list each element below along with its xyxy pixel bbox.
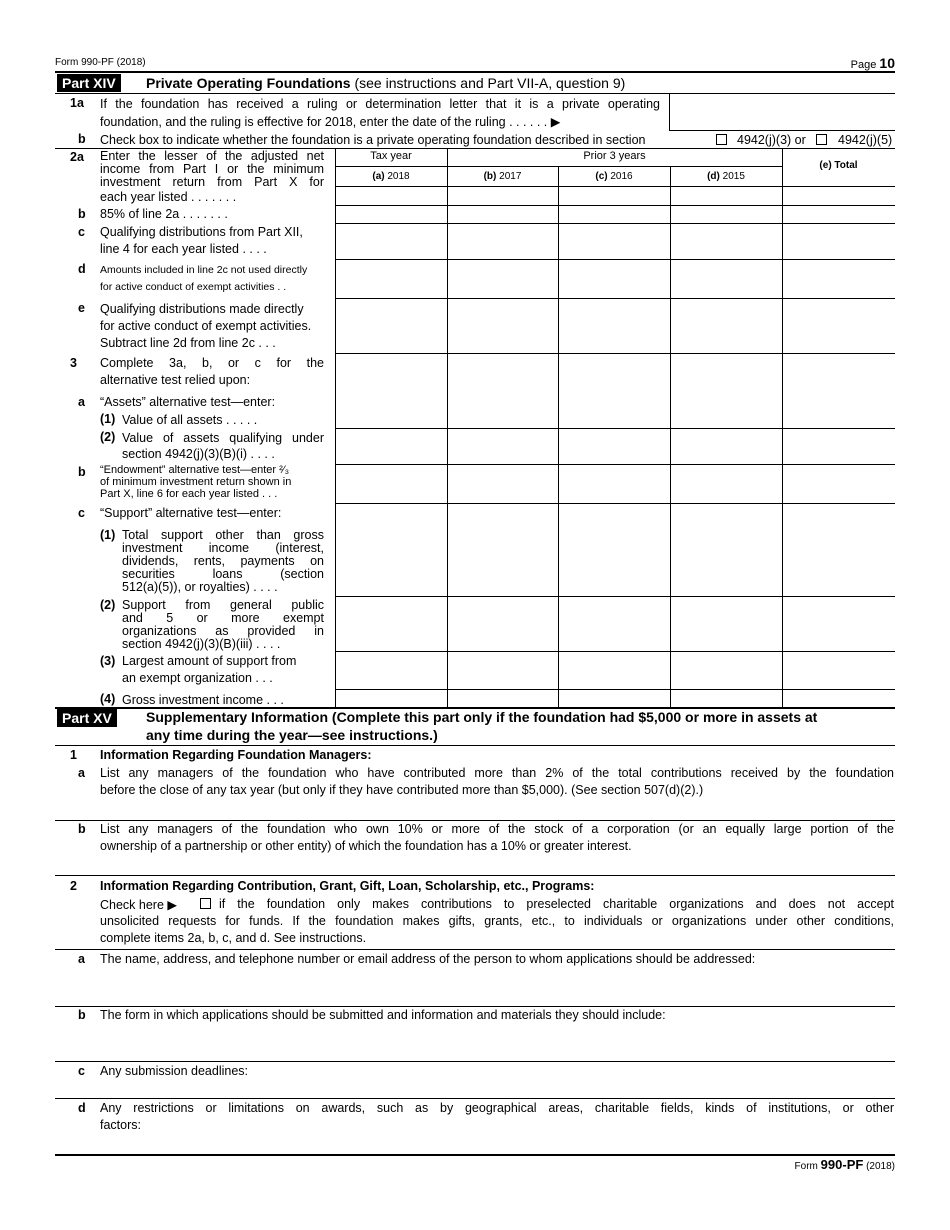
line-2a-text2: income from Part I or the minimum	[100, 162, 324, 176]
p15-line-2-num: 2	[70, 879, 77, 893]
line-3b-num: b	[78, 465, 86, 479]
line-3c1-text2: investment income (interest,	[122, 541, 324, 555]
line-3b-text3: Part X, line 6 for each year listed . . .	[100, 488, 278, 500]
line-3a2-text2: section 4942(j)(3)(B)(i) . . . .	[122, 447, 275, 461]
page-number	[851, 55, 895, 71]
line-2d-num: d	[78, 262, 86, 276]
p15-line-2-rule	[55, 949, 895, 950]
footer-form-year: (2018)	[866, 1161, 895, 1172]
line-3a1-num: (1)	[100, 412, 116, 426]
footer-form-id	[795, 1157, 895, 1172]
line-3c4-num: (4)	[100, 692, 116, 706]
line-3b-text2: of minimum investment return shown in	[100, 476, 292, 488]
p15-line-1a-text2: before the close of any tax year (but only if they have contributed more than $5,000). (See section 507(d)(2).)	[100, 783, 704, 797]
col-d-year: 2015	[722, 171, 745, 182]
row-2c-bottom	[335, 259, 895, 260]
line-1a-text1: If the foundation has received a ruling or determination letter that it is a private operating	[100, 97, 660, 111]
p15-line-2b-rule	[55, 1061, 895, 1062]
p15-line-2a-text: The name, address, and telephone number or email address of the person to whom applications should be addressed:	[100, 952, 756, 966]
col-b-year: 2017	[499, 171, 522, 182]
line-3a-text: “Assets” alternative test—enter:	[100, 395, 276, 409]
col-c-header	[558, 171, 670, 182]
line-3b-text1: “Endowment” alternative test—enter ²⁄₃	[100, 464, 290, 476]
line-3c2-text3: organizations as provided in	[122, 624, 324, 638]
part15-title-rule	[55, 745, 895, 746]
option-4942j5-label: 4942(j)(5)	[838, 133, 893, 147]
table-header-bottom	[335, 186, 895, 187]
p15-line-2a-answer[interactable]	[100, 969, 894, 1005]
p15-line-1b-rule	[55, 875, 895, 876]
line-3c-num: c	[78, 506, 85, 520]
col-a-letter: (a)	[372, 171, 385, 182]
col-c-letter: (c)	[595, 171, 608, 182]
p15-line-2a-rule	[55, 1006, 895, 1007]
tax-year-rule	[335, 166, 447, 167]
row-3c1-bottom	[335, 596, 895, 597]
p15-line-1-num: 1	[70, 748, 77, 762]
line-3c2-num: (2)	[100, 598, 116, 612]
line-3c1-text1: Total support other than gross	[122, 528, 324, 542]
part14-title	[146, 75, 625, 91]
line-2e-text3: Subtract line 2d from line 2c . . .	[100, 336, 276, 350]
row-3a2-bottom	[335, 464, 895, 465]
row-3c2-bottom	[335, 651, 895, 652]
col-b-header	[447, 171, 558, 182]
part15-label: Part XV	[57, 709, 117, 727]
line-2a-num: 2a	[70, 150, 84, 164]
p15-line-2b-answer[interactable]	[100, 1025, 894, 1060]
line-2d-text1: Amounts included in line 2c not used directly	[100, 264, 308, 276]
p15-line-2d-text2: factors:	[100, 1118, 141, 1132]
line-3-text2: alternative test relied upon:	[100, 373, 251, 387]
line-3c3-text1: Largest amount of support from	[122, 654, 297, 668]
p15-line-1b-num: b	[78, 822, 86, 836]
p15-line-1b-text2: ownership of a partnership or other entity) of which the foundation has a 10% or greater interest.	[100, 839, 632, 853]
col-c-left	[558, 166, 559, 707]
col-a-header	[335, 171, 447, 182]
col-b-letter: (b)	[483, 171, 497, 182]
line-3a1-text: Value of all assets . . . . .	[122, 413, 258, 427]
p15-line-2d-text1: Any restrictions or limitations on awards, such as by geographical areas, charitable fields, kinds of institutions, or other	[100, 1101, 894, 1115]
checkbox-4942j5[interactable]	[816, 134, 827, 145]
line-3c2-text2: and 5 or more exempt	[122, 611, 324, 625]
option-4942j3-label: 4942(j)(3) or	[737, 133, 806, 147]
line-2e-text1: Qualifying distributions made directly	[100, 302, 304, 316]
line-1b-num: b	[78, 132, 86, 146]
p15-line-1a-rule	[55, 820, 895, 821]
line-1b-text: Check box to indicate whether the foundation is a private operating foundation described in section	[100, 133, 646, 147]
line-3-num: 3	[70, 356, 77, 370]
p15-check-rest: if the foundation only makes contributions to preselected charitable organizations and does not accept	[219, 897, 894, 911]
line-2b-text: 85% of line 2a . . . . . . .	[100, 207, 228, 221]
line-3c4-text: Gross investment income . . .	[122, 693, 284, 707]
part15-title2: any time during the year—see instructions.)	[146, 727, 438, 743]
line-3c1-text3: dividends, rents, payments on	[122, 554, 324, 568]
line-3c1-text4: securities loans (section	[122, 567, 324, 581]
line-2a-text3: investment return from Part X for	[100, 175, 324, 189]
line-2e-num: e	[78, 301, 85, 315]
form-id: Form 990-PF (2018)	[55, 57, 146, 68]
checkbox-4942j3[interactable]	[716, 134, 727, 145]
p15-line-1a-answer[interactable]	[100, 800, 894, 820]
line-3-text1: Complete 3a, b, or c for the	[100, 356, 324, 370]
part14-label: Part XIV	[57, 74, 121, 92]
part15-title1: Supplementary Information (Complete this part only if the foundation had $5,000 or more in assets at	[146, 709, 818, 725]
line-3a-num: a	[78, 395, 85, 409]
line-3c1-num: (1)	[100, 528, 116, 542]
row-2a-bottom	[335, 205, 895, 206]
p15-line-2-text: Information Regarding Contribution, Grant, Gift, Loan, Scholarship, etc., Programs:	[100, 879, 595, 893]
col-e-label: (e) Total	[819, 160, 858, 171]
col-d-header	[670, 171, 782, 182]
prior-years-rule	[447, 166, 782, 167]
line-1a-num: 1a	[70, 96, 84, 110]
col-d-letter: (d)	[707, 171, 720, 182]
row-2d-bottom	[335, 298, 895, 299]
ruling-date-field[interactable]	[670, 94, 894, 129]
row-3c3-bottom	[335, 689, 895, 690]
footer-rule	[55, 1154, 895, 1156]
line-2a-text4: each year listed . . . . . . .	[100, 190, 237, 204]
line-3c2-text1: Support from general public	[122, 598, 324, 612]
p15-line-2c-rule	[55, 1098, 895, 1099]
p15-line-2d-answer[interactable]	[100, 1135, 894, 1153]
col-d-left	[670, 166, 671, 707]
part14-title-bold: Private Operating Foundations	[146, 75, 351, 91]
line-3a2-num: (2)	[100, 430, 116, 444]
line-2c-text2: line 4 for each year listed . . . .	[100, 242, 267, 256]
line-2c-num: c	[78, 225, 85, 239]
line-2c-text1: Qualifying distributions from Part XII,	[100, 225, 303, 239]
p15-line-2c-text: Any submission deadlines:	[100, 1064, 248, 1078]
row-2b-bottom	[335, 223, 895, 224]
p15-line-2-text2: unsolicited requests for funds. If the foundation makes gifts, grants, etc., to individuals or organizations under other conditions,	[100, 914, 894, 928]
p15-check-prefix: Check here ▶	[100, 898, 178, 912]
col-tax-year-header: Tax year	[370, 150, 412, 162]
row-3b-bottom	[335, 503, 895, 504]
p15-line-2b-num: b	[78, 1008, 86, 1022]
p15-line-2-text3: complete items 2a, b, c, and d. See instructions.	[100, 931, 367, 945]
p15-line-1b-text1: List any managers of the foundation who own 10% or more of the stock of a corporation (or an equally large portion of the	[100, 822, 894, 836]
line-1a-text2: foundation, and the ruling is effective for 2018, enter the date of the ruling . . . . . . ▶	[100, 115, 561, 129]
row-3a1-bottom	[335, 428, 895, 429]
line-3c2-text4: section 4942(j)(3)(B)(iii) . . . .	[122, 637, 281, 651]
footer-form-word: Form	[794, 1161, 818, 1172]
col-a-year: 2018	[387, 171, 410, 182]
line-3c-text: “Support” alternative test—enter:	[100, 506, 282, 520]
line-3c3-text2: an exempt organization . . .	[122, 671, 273, 685]
line-3a2-text1: Value of assets qualifying under	[122, 431, 324, 445]
line-2a-text1: Enter the lesser of the adjusted net	[100, 149, 324, 163]
line-2d-text2: for active conduct of exempt activities . .	[100, 281, 287, 293]
footer-form-name: 990-PF	[820, 1157, 864, 1172]
line-1a-box-bottom	[669, 130, 895, 131]
header-rule	[55, 71, 895, 73]
p15-line-1-text: Information Regarding Foundation Managers:	[100, 748, 372, 762]
row-2e-bottom	[335, 353, 895, 354]
p15-line-2c-answer[interactable]	[100, 1081, 894, 1097]
p15-line-2c-num: c	[78, 1064, 85, 1078]
line-3c3-num: (3)	[100, 654, 116, 668]
p15-line-1a-text1: List any managers of the foundation who have contributed more than 2% of the total contributions received by the foundation	[100, 766, 894, 780]
col-prior-years-header: Prior 3 years	[583, 150, 646, 162]
line-2e-text2: for active conduct of exempt activities.	[100, 319, 312, 333]
part14-title-rest: (see instructions and Part VII-A, question 9)	[354, 75, 626, 91]
p15-line-2b-text: The form in which applications should be submitted and information and materials they should include:	[100, 1008, 666, 1022]
col-c-year: 2016	[610, 171, 633, 182]
p15-line-2d-num: d	[78, 1101, 86, 1115]
p15-line-1a-num: a	[78, 766, 85, 780]
p15-line-2a-num: a	[78, 952, 85, 966]
page-prefix: Page	[850, 59, 877, 71]
col-e-header	[782, 160, 895, 171]
checkbox-preselected-only[interactable]	[200, 898, 211, 909]
p15-line-1b-answer[interactable]	[100, 856, 894, 874]
line-2b-num: b	[78, 207, 86, 221]
line-3c1-text5: 512(a)(5)), or royalties) . . . .	[122, 580, 278, 594]
page-num-value: 10	[879, 55, 895, 71]
